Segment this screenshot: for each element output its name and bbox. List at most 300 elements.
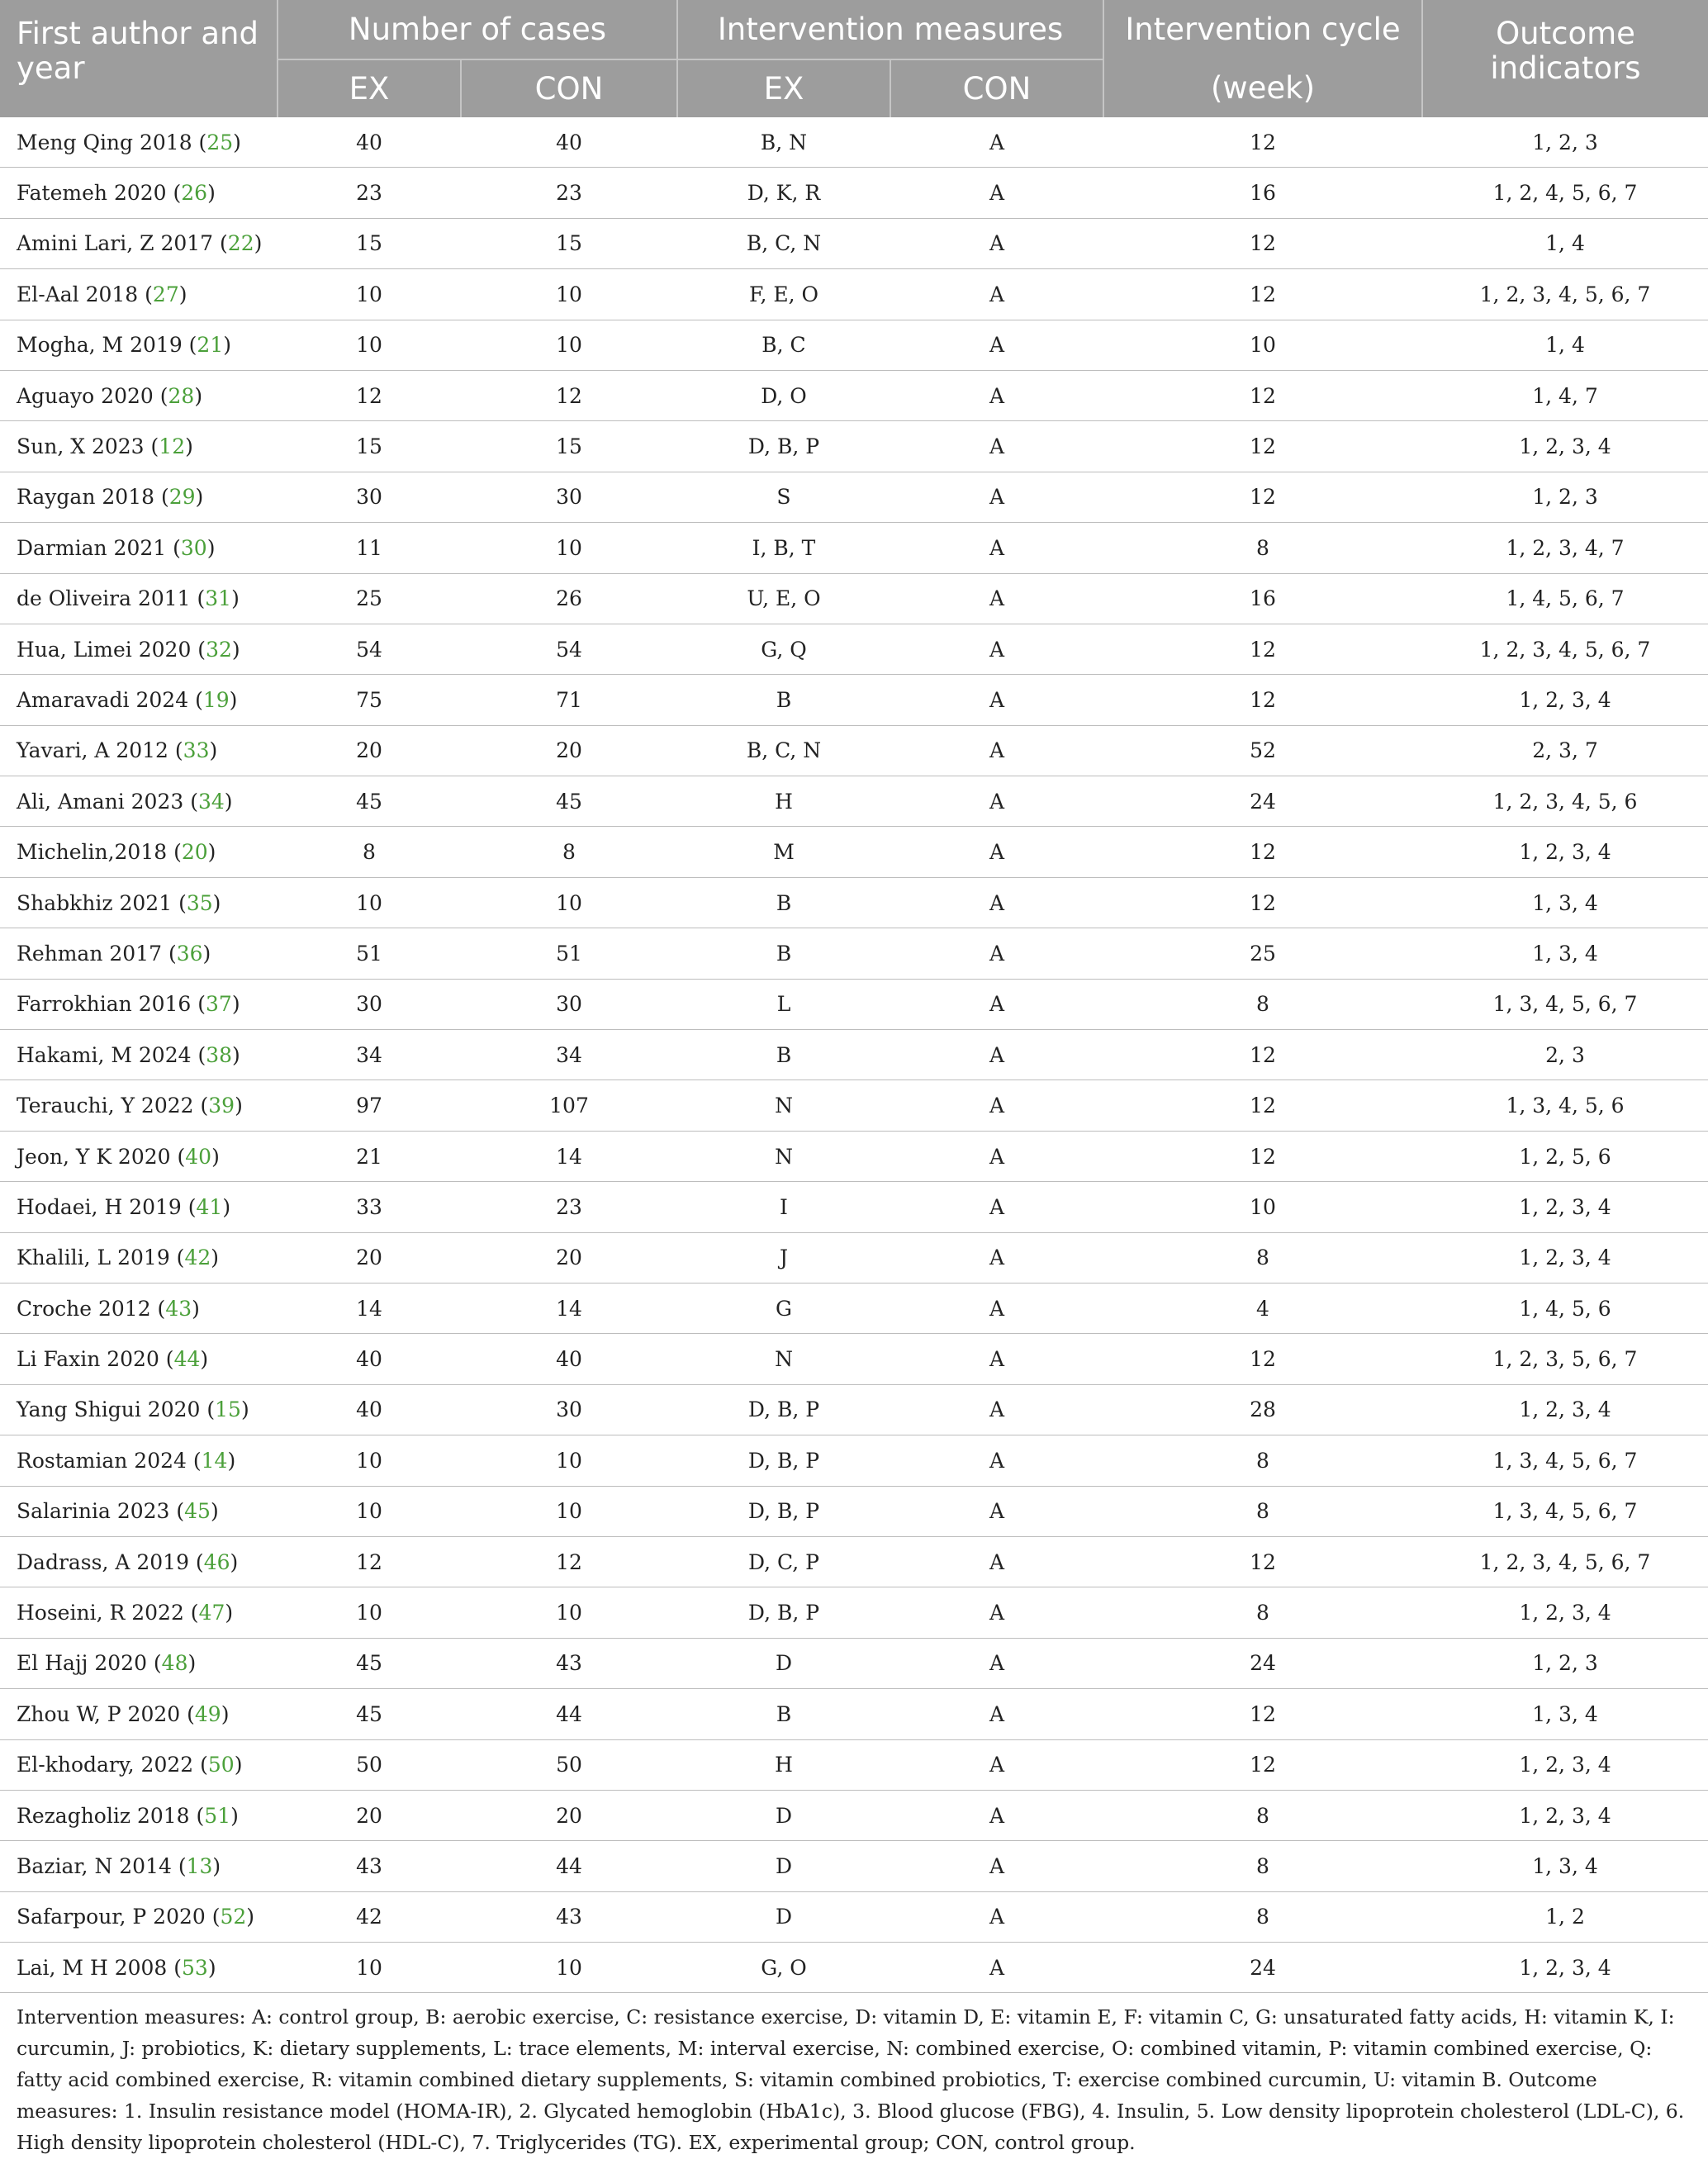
reference-link[interactable]: 43 (165, 1296, 192, 1321)
cell-cases-ex: 21 (278, 1131, 461, 1181)
cell-cases-ex: 43 (278, 1841, 461, 1891)
header-measures-ex: EX (677, 59, 890, 117)
cell-cases-ex: 10 (278, 1943, 461, 1993)
reference-close-paren: ) (225, 1601, 234, 1625)
table-row (0, 168, 1708, 218)
cell-cycle: 12 (1103, 1536, 1422, 1587)
author-text: Mogha, M 2019 ( (17, 333, 197, 358)
cell-author (0, 827, 278, 877)
author-text: Croche 2012 ( (17, 1296, 166, 1321)
table-row (0, 1030, 1708, 1080)
reference-link[interactable]: 12 (159, 434, 186, 459)
cell-measures-con: A (890, 421, 1103, 472)
reference-link[interactable]: 52 (220, 1905, 247, 1929)
cell-author (0, 725, 278, 776)
cell-measures-con: A (890, 1587, 1103, 1638)
reference-link[interactable]: 22 (227, 231, 254, 256)
cell-cycle: 12 (1103, 827, 1422, 877)
table-row (0, 675, 1708, 725)
reference-close-paren: ) (212, 1853, 221, 1878)
cell-outcome: 1, 3, 4, 5, 6, 7 (1422, 1435, 1708, 1486)
table-row (0, 1080, 1708, 1131)
table-row (0, 117, 1708, 168)
cell-measures-con: A (890, 675, 1103, 725)
reference-link[interactable]: 32 (206, 637, 232, 662)
cell-measures-ex: S (677, 472, 890, 522)
author-text: El Hajj 2020 ( (17, 1651, 162, 1676)
cell-measures-con: A (890, 1943, 1103, 1993)
cell-author (0, 269, 278, 320)
cell-cases-con: 10 (461, 269, 677, 320)
table-row (0, 1536, 1708, 1587)
table-row (0, 776, 1708, 827)
cell-measures-ex: L (677, 979, 890, 1029)
cell-cases-ex: 10 (278, 1486, 461, 1536)
reference-link[interactable]: 47 (198, 1601, 225, 1625)
table-row (0, 218, 1708, 268)
reference-link[interactable]: 34 (197, 789, 225, 814)
cell-cases-con: 34 (461, 1030, 677, 1080)
reference-close-paren: ) (240, 1397, 249, 1422)
table-header (0, 0, 1708, 117)
cell-measures-ex: N (677, 1334, 890, 1384)
reference-link[interactable]: 50 (207, 1753, 235, 1777)
cell-cases-ex: 33 (278, 1182, 461, 1232)
table-row (0, 472, 1708, 522)
author-text: Hodaei, H 2019 ( (17, 1194, 197, 1219)
cell-cases-con: 43 (461, 1891, 677, 1942)
cell-cycle: 12 (1103, 1739, 1422, 1790)
author-text: Terauchi, Y 2022 ( (17, 1094, 209, 1118)
cell-author (0, 1841, 278, 1891)
reference-close-paren: ) (232, 1042, 240, 1067)
cell-measures-ex: D, C, P (677, 1536, 890, 1587)
reference-close-paren: ) (231, 586, 240, 611)
reference-close-paren: ) (246, 1905, 255, 1929)
cell-outcome: 1, 2, 3, 4, 5, 6, 7 (1422, 269, 1708, 320)
cell-outcome: 1, 3, 4 (1422, 1841, 1708, 1891)
reference-close-paren: ) (224, 789, 233, 814)
cell-outcome: 1, 2, 3 (1422, 117, 1708, 168)
reference-close-paren: ) (229, 687, 238, 712)
cell-cases-con: 43 (461, 1638, 677, 1688)
header-cycle: Intervention cycle (1103, 0, 1422, 59)
cell-cases-con: 20 (461, 1790, 677, 1840)
cell-author (0, 1587, 278, 1638)
cell-measures-con: A (890, 776, 1103, 827)
cell-cases-con: 30 (461, 472, 677, 522)
cell-author (0, 1638, 278, 1688)
reference-close-paren: ) (233, 130, 241, 154)
reference-link[interactable]: 30 (180, 535, 207, 560)
cell-cases-ex: 10 (278, 1435, 461, 1486)
cell-outcome: 1, 3, 4, 5, 6, 7 (1422, 979, 1708, 1029)
cell-cases-con: 10 (461, 320, 677, 370)
reference-link[interactable]: 51 (204, 1803, 231, 1828)
cell-cycle: 12 (1103, 421, 1422, 472)
author-text: Ali, Amani 2023 ( (17, 789, 198, 814)
cell-measures-con: A (890, 1182, 1103, 1232)
cell-cases-ex: 97 (278, 1080, 461, 1131)
cell-measures-con: A (890, 523, 1103, 573)
cell-cases-con: 30 (461, 1384, 677, 1435)
cell-cases-con: 20 (461, 725, 677, 776)
cell-author (0, 624, 278, 674)
reference-link[interactable]: 13 (186, 1853, 213, 1878)
cell-outcome: 1, 3, 4 (1422, 928, 1708, 979)
header-cases: Number of cases (278, 0, 677, 59)
cell-measures-con: A (890, 1790, 1103, 1840)
cell-cases-con: 51 (461, 928, 677, 979)
cell-cases-con: 30 (461, 979, 677, 1029)
cell-cases-ex: 40 (278, 1384, 461, 1435)
reference-link[interactable]: 29 (168, 485, 196, 510)
cell-outcome: 1, 2, 3, 4 (1422, 827, 1708, 877)
cell-outcome: 1, 2, 3, 4 (1422, 1182, 1708, 1232)
cell-cycle: 28 (1103, 1384, 1422, 1435)
cell-measures-con: A (890, 979, 1103, 1029)
author-text: Yang Shigui 2020 ( (17, 1397, 216, 1422)
cell-author (0, 1080, 278, 1131)
cell-cases-ex: 51 (278, 928, 461, 979)
cell-author (0, 979, 278, 1029)
cell-cycle: 24 (1103, 776, 1422, 827)
cell-outcome: 1, 2, 3, 4 (1422, 1790, 1708, 1840)
reference-close-paren: ) (211, 1246, 220, 1270)
reference-link[interactable]: 39 (208, 1094, 235, 1118)
cell-cycle: 8 (1103, 979, 1422, 1029)
author-text: Rezagholiz 2018 ( (17, 1803, 205, 1828)
cell-measures-ex: B, C, N (677, 218, 890, 268)
reference-close-paren: ) (192, 1296, 200, 1321)
author-text: Aguayo 2020 ( (17, 383, 168, 408)
reference-link[interactable]: 37 (206, 992, 232, 1017)
table-row (0, 1841, 1708, 1891)
cell-cases-ex: 34 (278, 1030, 461, 1080)
author-text: Michelin,2018 ( (17, 840, 182, 865)
cell-cases-con: 10 (461, 877, 677, 928)
author-text: El-khodary, 2022 ( (17, 1753, 208, 1777)
reference-close-paren: ) (211, 1144, 220, 1169)
cell-measures-ex: B (677, 1030, 890, 1080)
cell-measures-ex: H (677, 1739, 890, 1790)
cell-author (0, 1182, 278, 1232)
cell-cycle: 10 (1103, 1182, 1422, 1232)
cell-outcome: 2, 3 (1422, 1030, 1708, 1080)
cell-outcome: 1, 2, 3, 4, 5, 6 (1422, 776, 1708, 827)
cell-cycle: 12 (1103, 1080, 1422, 1131)
cell-measures-con: A (890, 117, 1103, 168)
cell-measures-con: A (890, 1739, 1103, 1790)
author-text: Sun, X 2023 ( (17, 434, 159, 459)
cell-cases-con: 40 (461, 117, 677, 168)
reference-link[interactable]: 36 (176, 941, 203, 966)
cell-measures-ex: D, B, P (677, 1435, 890, 1486)
reference-close-paren: ) (231, 637, 240, 662)
cell-measures-ex: U, E, O (677, 573, 890, 624)
cell-measures-ex: D (677, 1841, 890, 1891)
cell-cases-ex: 50 (278, 1739, 461, 1790)
reference-close-paren: ) (207, 181, 216, 206)
cell-cycle: 12 (1103, 1334, 1422, 1384)
reference-link[interactable]: 26 (181, 181, 208, 206)
cell-cycle: 12 (1103, 675, 1422, 725)
cell-cycle: 12 (1103, 370, 1422, 420)
reference-link[interactable]: 42 (184, 1246, 211, 1270)
table-row (0, 573, 1708, 624)
cell-measures-con: A (890, 1131, 1103, 1181)
author-text: Shabkhiz 2021 ( (17, 890, 187, 915)
cell-cases-con: 10 (461, 523, 677, 573)
cell-outcome: 1, 2, 3, 4, 5, 6, 7 (1422, 1536, 1708, 1587)
cell-measures-ex: D, K, R (677, 168, 890, 218)
cell-measures-con: A (890, 370, 1103, 420)
header-cases-ex: EX (278, 59, 461, 117)
reference-link[interactable]: 48 (161, 1651, 188, 1676)
cell-author (0, 370, 278, 420)
reference-close-paren: ) (202, 941, 211, 966)
cell-cycle: 12 (1103, 1131, 1422, 1181)
cell-cases-con: 23 (461, 168, 677, 218)
table-row (0, 1587, 1708, 1638)
reference-close-paren: ) (207, 840, 216, 865)
reference-link[interactable]: 28 (168, 383, 195, 408)
reference-close-paren: ) (209, 738, 218, 763)
reference-link[interactable]: 41 (196, 1194, 223, 1219)
cell-measures-ex: G (677, 1283, 890, 1333)
reference-close-paren: ) (254, 231, 263, 256)
cell-cases-ex: 14 (278, 1283, 461, 1333)
author-text: Rehman 2017 ( (17, 941, 177, 966)
cell-cycle: 16 (1103, 168, 1422, 218)
reference-close-paren: ) (187, 1651, 197, 1676)
cell-author (0, 320, 278, 370)
author-text: Raygan 2018 ( (17, 485, 169, 510)
reference-close-paren: ) (230, 1549, 239, 1574)
cell-cases-ex: 10 (278, 269, 461, 320)
reference-close-paren: ) (234, 1753, 243, 1777)
cell-cycle: 8 (1103, 1435, 1422, 1486)
cell-measures-ex: D, B, P (677, 1384, 890, 1435)
cell-cases-con: 14 (461, 1283, 677, 1333)
cell-cases-ex: 40 (278, 117, 461, 168)
cell-cases-ex: 30 (278, 472, 461, 522)
reference-close-paren: ) (206, 535, 216, 560)
cell-cycle: 8 (1103, 1587, 1422, 1638)
cell-measures-ex: D (677, 1891, 890, 1942)
cell-outcome: 1, 3, 4 (1422, 877, 1708, 928)
reference-link[interactable]: 15 (215, 1397, 241, 1422)
cell-cycle: 8 (1103, 523, 1422, 573)
reference-link[interactable]: 46 (203, 1549, 230, 1574)
cell-measures-ex: D, B, P (677, 1486, 890, 1536)
cell-cases-ex: 15 (278, 421, 461, 472)
table-row (0, 1891, 1708, 1942)
cell-cases-ex: 25 (278, 573, 461, 624)
reference-link[interactable]: 44 (173, 1347, 201, 1372)
cell-cases-ex: 12 (278, 1536, 461, 1587)
reference-close-paren: ) (227, 1448, 236, 1473)
cell-cases-con: 14 (461, 1131, 677, 1181)
cell-measures-ex: N (677, 1131, 890, 1181)
cell-author (0, 1536, 278, 1587)
cell-measures-con: A (890, 827, 1103, 877)
cell-measures-ex: B (677, 1689, 890, 1739)
cell-cycle: 10 (1103, 320, 1422, 370)
table-row (0, 827, 1708, 877)
table-body (0, 117, 1708, 1993)
reference-link[interactable]: 14 (201, 1448, 228, 1473)
table-row (0, 1790, 1708, 1840)
cell-outcome: 1, 2, 3, 4 (1422, 1587, 1708, 1638)
reference-link[interactable]: 25 (206, 130, 234, 154)
cell-cases-ex: 54 (278, 624, 461, 674)
reference-link[interactable]: 49 (194, 1701, 221, 1726)
header-outcome: Outcome indicators (1422, 0, 1708, 117)
cell-cycle: 8 (1103, 1486, 1422, 1536)
cell-measures-ex: D (677, 1638, 890, 1688)
table-row (0, 523, 1708, 573)
author-text: Yavari, A 2012 ( (17, 738, 183, 763)
cell-measures-ex: B, C (677, 320, 890, 370)
cell-measures-con: A (890, 1334, 1103, 1384)
reference-link[interactable]: 27 (152, 282, 179, 306)
table-row (0, 1486, 1708, 1536)
cell-measures-con: A (890, 218, 1103, 268)
reference-link[interactable]: 35 (186, 890, 213, 915)
cell-cases-ex: 30 (278, 979, 461, 1029)
cell-cases-con: 23 (461, 1182, 677, 1232)
cell-measures-ex: D (677, 1790, 890, 1840)
cell-author (0, 877, 278, 928)
cell-measures-con: A (890, 1283, 1103, 1333)
cell-cases-ex: 45 (278, 776, 461, 827)
cell-outcome: 2, 3, 7 (1422, 725, 1708, 776)
cell-outcome: 1, 2, 3, 4 (1422, 421, 1708, 472)
cell-cases-con: 107 (461, 1080, 677, 1131)
cell-measures-con: A (890, 320, 1103, 370)
cell-cycle: 25 (1103, 928, 1422, 979)
reference-close-paren: ) (195, 485, 204, 510)
table-row (0, 1739, 1708, 1790)
cell-cases-con: 44 (461, 1689, 677, 1739)
reference-link[interactable]: 53 (182, 1955, 208, 1980)
cell-cycle: 12 (1103, 269, 1422, 320)
header-cycle-unit: (week) (1103, 59, 1422, 117)
table-row (0, 1182, 1708, 1232)
cell-cases-con: 15 (461, 421, 677, 472)
cell-cases-con: 15 (461, 218, 677, 268)
cell-outcome: 1, 2, 3, 4, 5, 6, 7 (1422, 624, 1708, 674)
table-row (0, 725, 1708, 776)
reference-link[interactable]: 38 (206, 1042, 233, 1067)
cell-measures-ex: H (677, 776, 890, 827)
author-text: Jeon, Y K 2020 ( (17, 1144, 186, 1169)
cell-cases-con: 8 (461, 827, 677, 877)
author-text: Hua, Limei 2020 ( (17, 637, 206, 662)
reference-close-paren: ) (222, 1194, 231, 1219)
table-row (0, 979, 1708, 1029)
cell-author (0, 1486, 278, 1536)
table-row (0, 1435, 1708, 1486)
cell-outcome: 1, 4, 5, 6, 7 (1422, 573, 1708, 624)
table-row (0, 877, 1708, 928)
cell-measures-ex: B (677, 877, 890, 928)
cell-author (0, 1384, 278, 1435)
reference-close-paren: ) (185, 434, 193, 459)
author-text: Dadrass, A 2019 ( (17, 1549, 204, 1574)
reference-link[interactable]: 45 (184, 1499, 211, 1524)
cell-cases-con: 26 (461, 573, 677, 624)
cell-cases-con: 54 (461, 624, 677, 674)
cell-cases-con: 12 (461, 1536, 677, 1587)
table-row (0, 1384, 1708, 1435)
cell-measures-con: A (890, 1486, 1103, 1536)
table-footnote: Intervention measures: A: control group, B: aerobic exercise, C: resistance exercise, D: vitamin D, E: vitamin E, F: vitamin C, G: unsaturated fatty acids, H: vitamin K, I: curcumin, J: probiotics, K: dietary supplements, L: trace elements, M: interval exercise, N: combined exercise, O: combined vitamin, P: vitamin combined exercise, Q: fatty acid combined exercise, R: vitamin combined dietary supplements, S: vitamin combined probiotics, T: exercise combined curcumin, U: vitamin B. Outcome measures: 1. Insulin resistance model (HOMA-IR), 2. Glycated hemoglobin (HbA1c), 3. Blood glucose (FBG), 4. Insulin, 5. Low density lipoprotein cholesterol (LDL-C), 6. High density lipoprotein cholesterol (HDL-C), 7. Triglycerides (TG). EX, experimental group; CON, control group. (17, 2005, 1685, 2155)
cell-cases-ex: 20 (278, 1232, 461, 1283)
cell-outcome: 1, 3, 4 (1422, 1689, 1708, 1739)
cell-measures-ex: D, B, P (677, 1587, 890, 1638)
cell-cycle: 52 (1103, 725, 1422, 776)
cell-cycle: 12 (1103, 1030, 1422, 1080)
reference-link[interactable]: 19 (202, 687, 230, 712)
cell-measures-con: A (890, 1384, 1103, 1435)
cell-cases-con: 44 (461, 1841, 677, 1891)
author-text: Baziar, N 2014 ( (17, 1853, 187, 1878)
cell-measures-ex: M (677, 827, 890, 877)
author-text: Salarinia 2023 ( (17, 1499, 185, 1524)
author-text: Li Faxin 2020 ( (17, 1347, 174, 1372)
cell-cycle: 12 (1103, 877, 1422, 928)
cell-cycle: 12 (1103, 624, 1422, 674)
reference-close-paren: ) (230, 1803, 239, 1828)
cell-outcome: 1, 4, 7 (1422, 370, 1708, 420)
cell-cases-con: 40 (461, 1334, 677, 1384)
cell-author (0, 1891, 278, 1942)
cell-measures-con: A (890, 624, 1103, 674)
author-text: Amaravadi 2024 ( (17, 687, 203, 712)
cell-author (0, 776, 278, 827)
cell-outcome: 1, 4 (1422, 218, 1708, 268)
cell-cases-con: 10 (461, 1486, 677, 1536)
cell-author (0, 1030, 278, 1080)
cell-outcome: 1, 2, 3, 4 (1422, 1943, 1708, 1993)
cell-cases-ex: 11 (278, 523, 461, 573)
cell-author (0, 1689, 278, 1739)
cell-outcome: 1, 2, 3, 5, 6, 7 (1422, 1334, 1708, 1384)
reference-link[interactable]: 20 (181, 840, 208, 865)
reference-link[interactable]: 21 (197, 333, 224, 358)
reference-link[interactable]: 31 (205, 586, 232, 611)
cell-cases-ex: 12 (278, 370, 461, 420)
cell-cases-con: 10 (461, 1587, 677, 1638)
table-row (0, 624, 1708, 674)
header-measures-con: CON (890, 59, 1103, 117)
cell-cycle: 12 (1103, 117, 1422, 168)
cell-measures-con: A (890, 1891, 1103, 1942)
table-row (0, 370, 1708, 420)
reference-link[interactable]: 40 (185, 1144, 212, 1169)
cell-author (0, 573, 278, 624)
cell-measures-ex: J (677, 1232, 890, 1283)
cell-measures-con: A (890, 1030, 1103, 1080)
reference-link[interactable]: 33 (183, 738, 210, 763)
table-row (0, 1943, 1708, 1993)
cell-author (0, 523, 278, 573)
reference-close-paren: ) (231, 992, 240, 1017)
cell-measures-con: A (890, 1841, 1103, 1891)
cell-outcome: 1, 2, 3 (1422, 1638, 1708, 1688)
